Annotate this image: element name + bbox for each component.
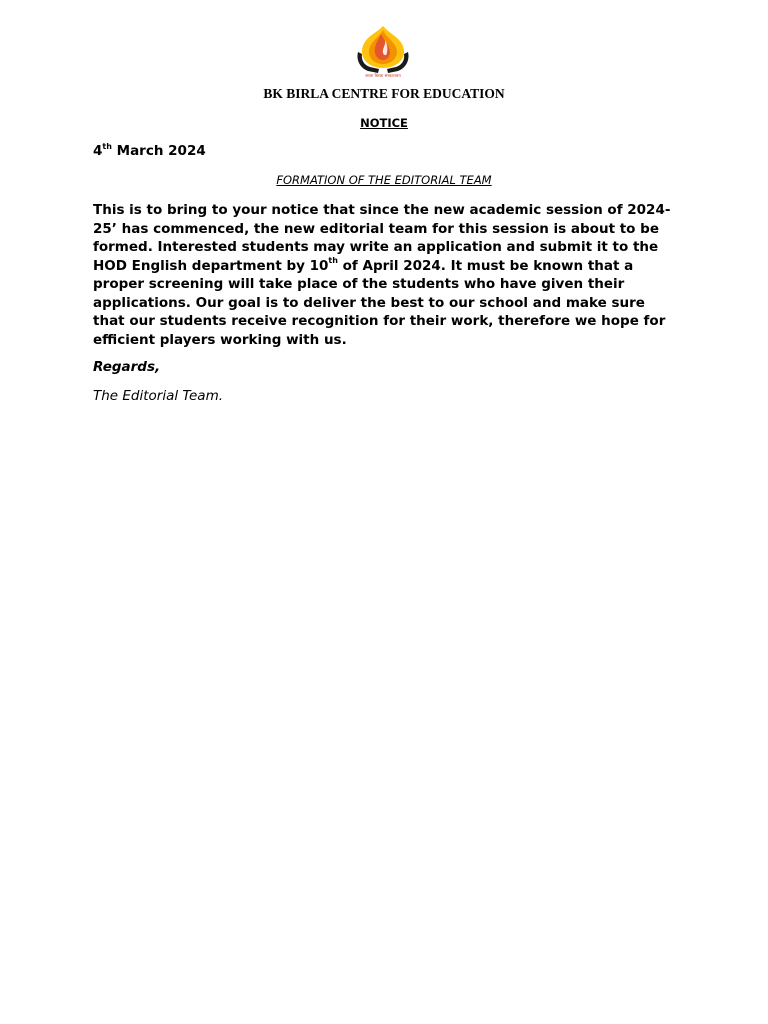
body-line: formed. Interested students may write an application and submit it to the: [93, 239, 659, 255]
date-day: 4: [93, 143, 103, 159]
signoff-text: The Editorial Team.: [93, 388, 224, 404]
body-line-part: of April 2024. It must be known that a: [337, 257, 634, 274]
body-line: This is to bring to your notice that since the new academic session of 2024-: [93, 202, 671, 218]
body-line: efficient players working with us.: [93, 331, 347, 348]
body-line-part: HOD English department by 10: [93, 257, 329, 274]
body-line: 25’ has commenced, the new editorial team for this session is about to be: [93, 220, 659, 237]
body-line: applications. Our goal is to deliver the best to our school and make sure: [93, 294, 645, 311]
school-logo-icon: [352, 22, 414, 78]
body-line: [93, 257, 683, 276]
notice-body: [93, 201, 683, 349]
logo-tagline: सरला बिरला संस्कारालय: [365, 73, 401, 78]
body-line: proper screening will take place of the students who have given their: [93, 276, 625, 292]
notice-heading: NOTICE: [360, 116, 408, 130]
date-rest: March 2024: [111, 143, 206, 159]
school-name: BK BIRLA CENTRE FOR EDUCATION: [263, 86, 505, 101]
body-line-suffix: th: [328, 256, 338, 265]
regards-text: Regards,: [93, 359, 161, 375]
notice-subject: FORMATION OF THE EDITORIAL TEAM: [276, 173, 492, 187]
body-line: that our students receive recognition for their work, therefore we hope for: [93, 313, 666, 329]
date-suffix: th: [102, 141, 112, 151]
notice-date: [93, 143, 206, 159]
